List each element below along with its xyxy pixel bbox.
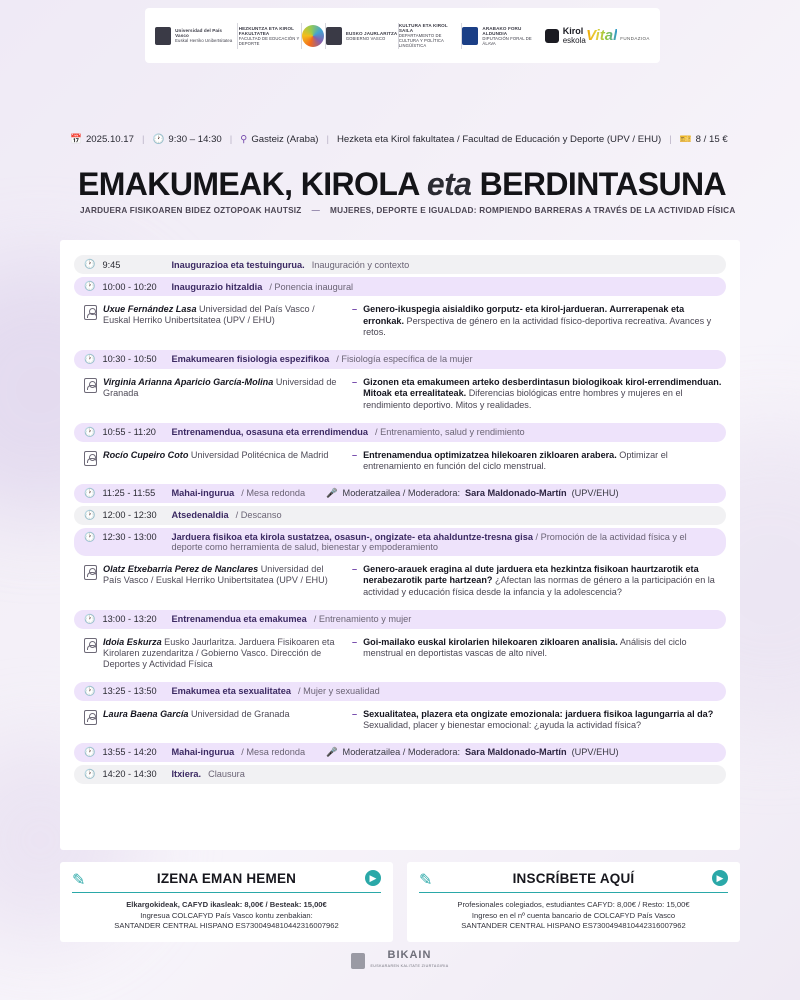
program-title-eu: Entrenamendua, osasuna eta errendimendua	[171, 427, 369, 438]
speaker-affiliation: Universidad de Granada	[103, 376, 337, 399]
moderator-name: Sara Maldonado-Martín	[465, 488, 567, 499]
speaker	[84, 304, 342, 339]
cta-heading: IZENA EMAN HEMEN	[156, 870, 297, 886]
footer	[0, 950, 800, 974]
program-title-eu: Atsedenaldia	[171, 510, 229, 521]
meta-date-value: 2025.10.17	[85, 134, 134, 145]
program-title-es: Inauguración y contexto	[311, 259, 410, 270]
speaker-portrait-icon	[84, 378, 97, 393]
divider: |	[229, 134, 233, 145]
program-time: 10:55 - 11:20	[102, 427, 156, 438]
program-title-es: / Fisiología específica de la mujer	[336, 354, 473, 365]
program-title-eu: Itxiera.	[171, 769, 202, 780]
upv-ehu-icon	[155, 27, 171, 45]
program-row-detail	[74, 704, 726, 740]
bikain-name: BIKAIN	[387, 949, 432, 961]
program-row-detail	[74, 632, 726, 679]
clock-icon: 🕐	[152, 134, 165, 145]
title-part-1: EMAKUMEAK, KIROLA	[78, 166, 427, 202]
moderator-affiliation: (UPV/EHU)	[571, 747, 619, 758]
speaker-affiliation: Universidad Politécnica de Madrid	[188, 449, 329, 460]
page-subtitle	[80, 206, 760, 215]
cta-header	[72, 870, 381, 893]
moderator	[326, 747, 618, 758]
program-time: 13:25 - 13:50	[102, 686, 157, 697]
speaker-name: Olatz Etxebarria Perez de Nanclares	[103, 563, 259, 574]
program-title-eu: Mahai-ingurua	[171, 747, 235, 758]
program-row-time	[74, 350, 726, 369]
speaker-name: Laura Baena García	[103, 708, 189, 719]
meta-city-value: Gasteiz (Araba)	[251, 134, 319, 145]
program-row-detail	[74, 445, 726, 481]
logo-title: Kirol	[562, 25, 584, 36]
speaker	[84, 637, 342, 671]
logo-title: ARABAKO FORU ALDUNDIA	[482, 25, 522, 36]
speaker	[84, 377, 342, 412]
speaker-name: Rocío Cupeiro Coto	[103, 449, 189, 460]
logo-sub: FUNDAZIOA	[620, 36, 650, 41]
subtitle-es: MUJERES, DEPORTE E IGUALDAD: ROMPIENDO BARRERAS A TRAVÉS DE LA ACTIVIDAD FÍSICA	[330, 206, 736, 215]
moderator-label: Moderatzailea / Moderadora:	[342, 488, 461, 499]
diputacion-crest-icon	[462, 27, 478, 45]
logo-sub: GOBIERNO VASCO	[345, 35, 386, 41]
program-time: 12:00 - 12:30	[102, 510, 157, 521]
cta-eu[interactable]	[60, 862, 393, 942]
logo-sub: eskola	[562, 35, 586, 45]
session-desc-es: Optimizar el entrenamiento en función del ciclo menstrual.	[363, 449, 668, 472]
sponsor-logo-bar	[145, 8, 660, 63]
logo-title: Vital	[586, 27, 618, 44]
program-title-eu: Entrenamendua eta emakumea	[171, 614, 307, 625]
speaker-affiliation: Universidad de Granada	[188, 708, 290, 719]
meta-time	[152, 134, 221, 145]
meta-venue	[337, 134, 661, 145]
moderator-name: Sara Maldonado-Martín	[465, 747, 567, 758]
speaker	[84, 709, 342, 732]
bullet-icon: –	[352, 449, 358, 460]
clock-icon: 🕐	[84, 281, 96, 291]
program-row-time	[74, 484, 726, 503]
speaker-affiliation: Eusko Jaurlaritza. Jarduera Fisikoaren eta Kirolaren zuzendaritza / Gobierno Vasco. Dirección de Deportes y Actividad Física	[103, 636, 335, 670]
speaker-portrait-icon	[84, 305, 97, 320]
bullet-icon: –	[352, 376, 358, 387]
cta-account-number: SANTANDER CENTRAL HISPANO ES7300494810442316007962	[114, 921, 339, 930]
program-row-time	[74, 277, 726, 296]
meta-date	[70, 134, 134, 145]
cta-account-label: Ingreso en el nº cuenta bancario de COLCAFYD País Vasco	[471, 910, 676, 920]
logo-sub: FACULTAD DE EDUCACIÓN Y DEPORTE	[238, 35, 300, 46]
clock-icon: 🕐	[84, 487, 96, 498]
program-time: 11:25 - 11:55	[102, 488, 156, 499]
program-row-time	[74, 682, 726, 701]
moderator-label: Moderatzailea / Moderadora:	[342, 747, 461, 758]
logo-sub: DIPUTACIÓN FORAL DE ÁLAVA	[482, 35, 532, 46]
event-meta	[70, 134, 738, 145]
session-desc-es: Diferencias biológicas entre hombres y mujeres en el rendimiento deportivo. Mitos y realidades.	[363, 388, 683, 410]
session-description	[352, 637, 722, 671]
speaker-portrait-icon	[84, 565, 97, 580]
logo-vital-fundazioa	[586, 27, 650, 44]
program-time: 13:55 - 14:20	[102, 747, 157, 758]
title-eta: eta	[426, 166, 472, 202]
program-row-detail	[74, 299, 726, 347]
session-desc-es: Análisis del ciclo menstrual en deportistas vascas de alto nivel.	[363, 636, 687, 659]
bikain-mark-icon	[351, 953, 365, 969]
logo-sub: Euskal Herriko Unibertsitatea	[175, 38, 233, 43]
bikain-sub: EUSKARAREN KALITATE ZIURTAGIRIA	[370, 964, 449, 968]
session-desc-eu: Gizonen eta emakumeen arteko desberdintasun biologikoak kirol-errendimenduan. Mitoak eta errealitateak.	[363, 376, 722, 399]
speaker-portrait-icon	[84, 638, 97, 653]
speaker-portrait-icon	[84, 451, 97, 466]
speaker-affiliation: Universidad del País Vasco / Euskal Herriko Unibertsitatea (UPV / EHU)	[103, 304, 315, 326]
bullet-icon: –	[352, 636, 358, 647]
cta-header	[419, 870, 728, 893]
program-title-es: Clausura	[208, 769, 245, 780]
chevron-right-icon[interactable]: ▶	[712, 870, 728, 886]
logo-sub: DEPARTAMENTO DE CULTURA Y POLÍTICA LINGÜÍSTICA	[398, 33, 444, 48]
page-title	[78, 165, 738, 203]
program-time: 12:30 - 13:00	[102, 531, 157, 542]
cta-account-number: SANTANDER CENTRAL HISPANO ES7300494810442316007962	[461, 921, 686, 930]
program-title-eu: Jarduera fisikoa eta kirola sustatzea, osasun-, ongizate- eta ahalduntze-tresna gisa	[171, 531, 533, 542]
speaker	[84, 564, 342, 599]
program-row-time	[74, 423, 726, 442]
signup-pen-icon: ✎	[72, 872, 86, 889]
program-title-es: / Entrenamiento y mujer	[313, 614, 412, 625]
logo-title: HEZKUNTZA ETA KIROL FAKULTATEA	[238, 25, 294, 36]
subtitle-eu: JARDUERA FISIKOAREN BIDEZ OZTOPOAK HAUTSIZ	[80, 206, 302, 215]
speaker	[84, 450, 342, 473]
clock-icon: 🕐	[84, 768, 96, 779]
logo-hezkuntza-kirol-fakultatea	[239, 26, 301, 46]
clock-icon: 🕐	[84, 426, 96, 437]
program-row-time	[74, 743, 726, 762]
program-title-es: / Mujer y sexualidad	[297, 686, 380, 697]
meta-price	[680, 134, 728, 145]
program-title-es: / Ponencia inaugural	[269, 281, 354, 292]
cta-body	[72, 900, 381, 932]
clock-icon: 🕐	[84, 746, 96, 757]
session-description	[352, 304, 722, 339]
session-desc-eu: Entrenamendua optimizatzea hilekoaren zikloaren arabera.	[363, 449, 617, 460]
logo-kirol-eskola	[545, 27, 586, 45]
program-title-es: / Promoción de la actividad física y el deporte como herramienta de salud, bienestar y empoderamiento	[171, 531, 687, 552]
divider: |	[141, 134, 145, 145]
cta-heading: INSCRÍBETE AQUÍ	[512, 870, 635, 886]
program-row-time	[74, 255, 726, 274]
clock-icon: 🕐	[84, 353, 96, 364]
logo-title: EUSKO JAURLARITZA	[345, 30, 398, 36]
program-title-eu: Emakumearen fisiologia espezifikoa	[171, 354, 330, 365]
program-time: 13:00 - 13:20	[102, 614, 157, 625]
signup-pen-icon: ✎	[419, 872, 433, 889]
session-desc-eu: Sexualitatea, plazera eta ongizate emozionala: jarduera fisikoa lagungarria al da?	[363, 708, 714, 719]
bikain-logo	[351, 950, 448, 972]
session-desc-es: Perspectiva de género en la actividad físico-deportiva recreativa. Avances y retos.	[363, 315, 712, 338]
session-description	[352, 564, 722, 599]
government-crest-icon	[326, 27, 342, 45]
program-title-es: / Mesa redonda	[241, 747, 306, 758]
speaker-affiliation: Universidad del País Vasco / Euskal Herriko Unibertsitatea (UPV / EHU)	[103, 563, 328, 586]
program-row-time	[74, 528, 726, 556]
logo-arabako-foru-aldundia	[462, 26, 544, 46]
speaker-name: Uxue Fernández Lasa	[103, 304, 197, 314]
meta-venue-value: Hezketa eta Kirol fakultatea / Facultad de Educación y Deporte (UPV / EHU)	[337, 134, 662, 145]
program-title-es: / Descanso	[235, 510, 282, 521]
meta-price-value: 8 / 15 €	[695, 134, 728, 145]
clock-icon: 🕐	[84, 613, 96, 624]
microphone-icon: 🎤	[326, 487, 338, 498]
meta-city	[240, 134, 318, 145]
session-description	[352, 450, 722, 473]
divider: |	[326, 134, 329, 145]
program-row-detail	[74, 372, 726, 420]
program-title-eu: Mahai-ingurua	[171, 488, 235, 499]
speaker-name: Idoia Eskurza	[103, 636, 162, 647]
logo-eusko-jaurlaritza	[326, 27, 397, 45]
logo-upv-ehu	[155, 27, 237, 45]
clock-icon: 🕐	[84, 259, 96, 269]
logo-title: KULTURA ETA KIROL SAILA	[398, 23, 448, 33]
program-time: 10:00 - 10:20	[102, 281, 157, 292]
speaker-portrait-icon	[84, 710, 97, 725]
program-title-es: / Mesa redonda	[241, 488, 306, 499]
program-row-time	[74, 506, 726, 525]
moderator-affiliation: (UPV/EHU)	[571, 488, 619, 499]
session-description	[352, 709, 722, 732]
program-row-detail	[74, 559, 726, 607]
cta-price-line: Elkargokideak, CAFYD ikasleak: 8,00€ / Besteak: 15,00€	[126, 900, 327, 909]
session-desc-eu: Genero-arauek eragina al dute jarduera eta hezkintza fisikoan haurtzarotik eta nerabezarotik parte hartzean?	[363, 563, 699, 586]
cta-body	[419, 900, 728, 932]
bullet-icon: –	[352, 708, 358, 719]
program-title-es: / Entrenamiento, salud y rendimiento	[375, 427, 525, 438]
program-time: 14:20 - 14:30	[102, 769, 157, 780]
program-row-time	[74, 765, 726, 784]
session-desc-es: ¿Afectan las normas de género a la participación en la actividad y educación física desde la infancia y la adolescencia?	[363, 575, 715, 597]
chevron-right-icon[interactable]: ▶	[365, 870, 381, 886]
subtitle-dash: —	[311, 206, 321, 215]
logo-kultura-kirol-saila	[399, 23, 461, 48]
kirol-eskola-icon	[545, 29, 559, 43]
cta-es[interactable]	[407, 862, 740, 942]
cta-price-line: Profesionales colegiados, estudiantes CAFYD: 8,00€ / Resto: 15,00€	[457, 900, 690, 909]
session-desc-es: Sexualidad, placer y bienestar emocional: ¿ayuda la actividad física?	[363, 720, 642, 731]
program-row-time	[74, 610, 726, 629]
moderator	[326, 488, 618, 499]
rainbow-icon	[302, 25, 324, 47]
session-desc-eu: Genero-ikuspegia aisialdiko gorputz- eta kirol-jardueran. Aurrerapenak eta erronkak.	[363, 304, 685, 326]
session-description	[352, 377, 722, 412]
clock-icon: 🕐	[84, 685, 96, 696]
microphone-icon: 🎤	[326, 746, 338, 757]
speaker-name: Virginia Arianna Aparicio García-Molina	[103, 376, 274, 387]
logo-title: Universidad del País Vasco	[175, 28, 223, 38]
title-part-2: BERDINTASUNA	[471, 166, 727, 202]
program-card	[60, 240, 740, 850]
program-title-eu: Inaugurazioa eta testuingurua.	[171, 259, 305, 270]
program-time: 10:30 - 10:50	[102, 354, 157, 365]
ticket-icon: 🎫	[679, 134, 692, 145]
session-desc-eu: Goi-mailako euskal kirolarien hilekoaren zikloaren analisia.	[363, 636, 618, 647]
calendar-icon: 📅	[70, 134, 82, 145]
clock-icon: 🕐	[84, 509, 96, 520]
registration-ctas	[60, 862, 740, 942]
divider: |	[669, 134, 672, 145]
bullet-icon: –	[352, 304, 358, 314]
cta-account-label: Ingresua COLCAFYD País Vasco kontu zenbakian:	[140, 910, 313, 920]
program-title-eu: Inaugurazio hitzaldia	[171, 281, 263, 292]
program-title-eu: Emakumea eta sexualitatea	[171, 686, 291, 697]
meta-time-value: 9:30 – 14:30	[168, 134, 222, 145]
location-pin-icon: ⚲	[240, 134, 248, 145]
program-time: 9:45	[102, 259, 121, 270]
clock-icon: 🕐	[84, 531, 96, 542]
bullet-icon: –	[352, 563, 358, 574]
